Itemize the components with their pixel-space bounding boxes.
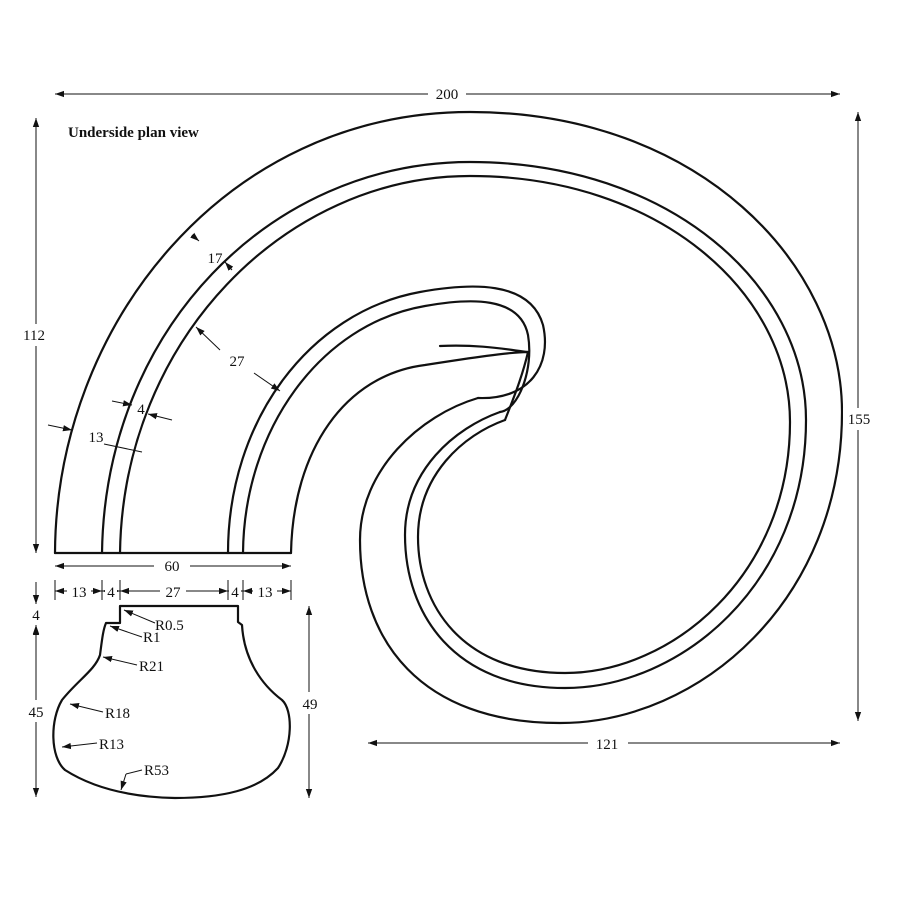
profile-segment-dimensions <box>55 580 291 601</box>
dim-seg-4-left: 4 <box>107 585 115 601</box>
dim-seg-13-left: 13 <box>71 585 87 601</box>
scroll-inner-edge <box>291 352 528 553</box>
dim-seg-4-right: 4 <box>231 585 239 601</box>
drawing-title: Underside plan view <box>68 125 199 141</box>
dim-groove: 27 <box>229 354 245 370</box>
dim-radius-53: R53 <box>144 763 170 779</box>
profile-outline <box>53 606 289 798</box>
dim-left-height: 112 <box>23 328 45 344</box>
dim-profile-height-left: 45 <box>28 705 44 721</box>
dim-outer-band: 13 <box>88 430 104 446</box>
dim-right-width: 121 <box>595 737 619 753</box>
dim-right-height: 155 <box>847 412 871 428</box>
profile-dimensions <box>22 582 323 798</box>
dim-inner-band: 4 <box>137 402 145 418</box>
dim-radius-21: R21 <box>139 659 165 675</box>
dim-radius-1: R1 <box>143 630 161 646</box>
cross-section-profile <box>53 606 289 798</box>
dim-base-width: 60 <box>164 559 180 575</box>
dim-seg-27: 27 <box>165 585 181 601</box>
dim-radius-18: R18 <box>105 706 131 722</box>
dim-radius-0-5: R0.5 <box>155 618 184 634</box>
dim-upper-band: 17 <box>207 251 223 267</box>
dim-radius-13: R13 <box>99 737 125 753</box>
scroll-eye-cusp <box>440 346 528 352</box>
scroll-band-line-1 <box>102 162 806 688</box>
dim-overall-width: 200 <box>435 87 459 103</box>
dim-profile-top: 4 <box>32 608 40 624</box>
dim-profile-height-right: 49 <box>302 697 318 713</box>
dim-seg-13-right: 13 <box>257 585 273 601</box>
